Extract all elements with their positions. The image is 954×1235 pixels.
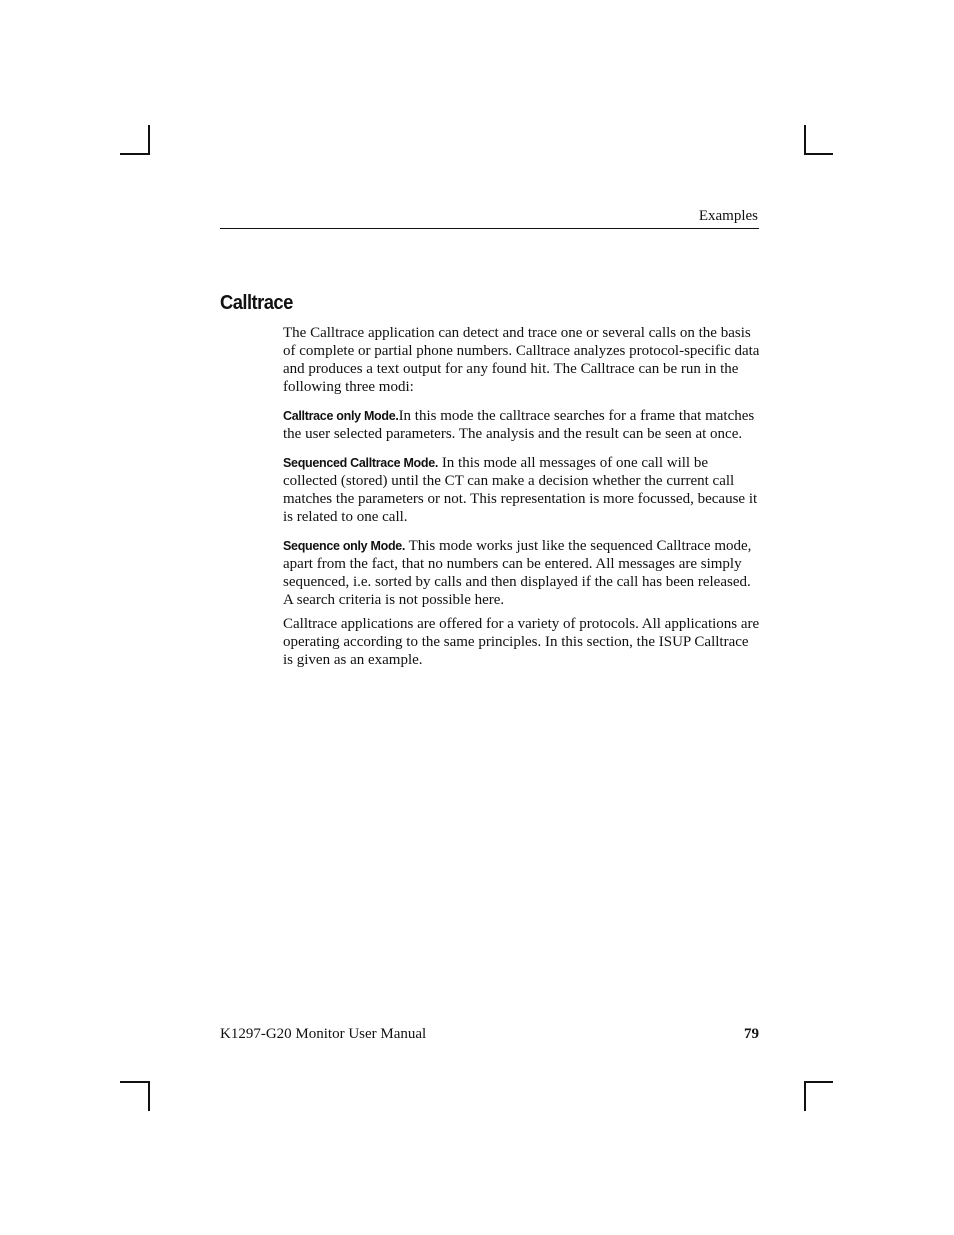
paragraph-text: In this mode all messages of one call will be collected (stored) until the CT can make a decision whether the current call matches the parameters or not. This representation is more focussed, because it is related to one call.: [283, 455, 758, 525]
page-number: 79: [744, 1026, 759, 1042]
header-rule: [220, 228, 759, 229]
paragraph-text: In this mode the calltrace searches for a frame that matches the user selected parameters. The analysis and the result can be seen at once.: [283, 408, 755, 442]
running-head: Examples: [698, 208, 758, 224]
paragraph-text: This mode works just like the sequenced Calltrace mode, apart from the fact, that no numbers can be entered. All messages are simply sequenced, i.e. sorted by calls and then displayed if the call has been released. A search criteria is not possible here.: [283, 538, 752, 608]
intro-paragraph: The Calltrace application can detect and trace one or several calls on the basis of complete or partial phone numbers. Calltrace analyzes protocol-specific data and produces a text output for any found hit. The Calltrace can be run in the following three modi:: [283, 325, 760, 395]
body-text: [283, 324, 761, 680]
section-title: Calltrace: [220, 292, 293, 314]
crop-mark-top-left: [148, 125, 150, 154]
crop-mark-bottom-right: [804, 1081, 833, 1083]
crop-mark-bottom-left: [120, 1081, 150, 1083]
run-in-heading: Calltrace only Mode.: [283, 409, 399, 423]
mode-paragraph-calltrace-only: [283, 407, 761, 443]
mode-paragraph-sequenced-calltrace: [283, 454, 761, 526]
closing-paragraph: Calltrace applications are offered for a variety of protocols. All applications are operating according to the same principles. In this section, the ISUP Calltrace is given as an example.: [283, 616, 760, 668]
manual-title: K1297-G20 Monitor User Manual: [220, 1026, 427, 1042]
crop-mark-bottom-left: [148, 1081, 150, 1111]
run-in-heading: Sequenced Calltrace Mode.: [283, 456, 439, 470]
mode-paragraph-sequence-only: [283, 537, 761, 609]
crop-mark-top-left: [120, 153, 150, 155]
crop-mark-top-right: [804, 125, 806, 154]
run-in-heading: Sequence only Mode.: [283, 539, 406, 553]
crop-mark-bottom-right: [804, 1081, 806, 1111]
crop-mark-top-right: [804, 153, 833, 155]
